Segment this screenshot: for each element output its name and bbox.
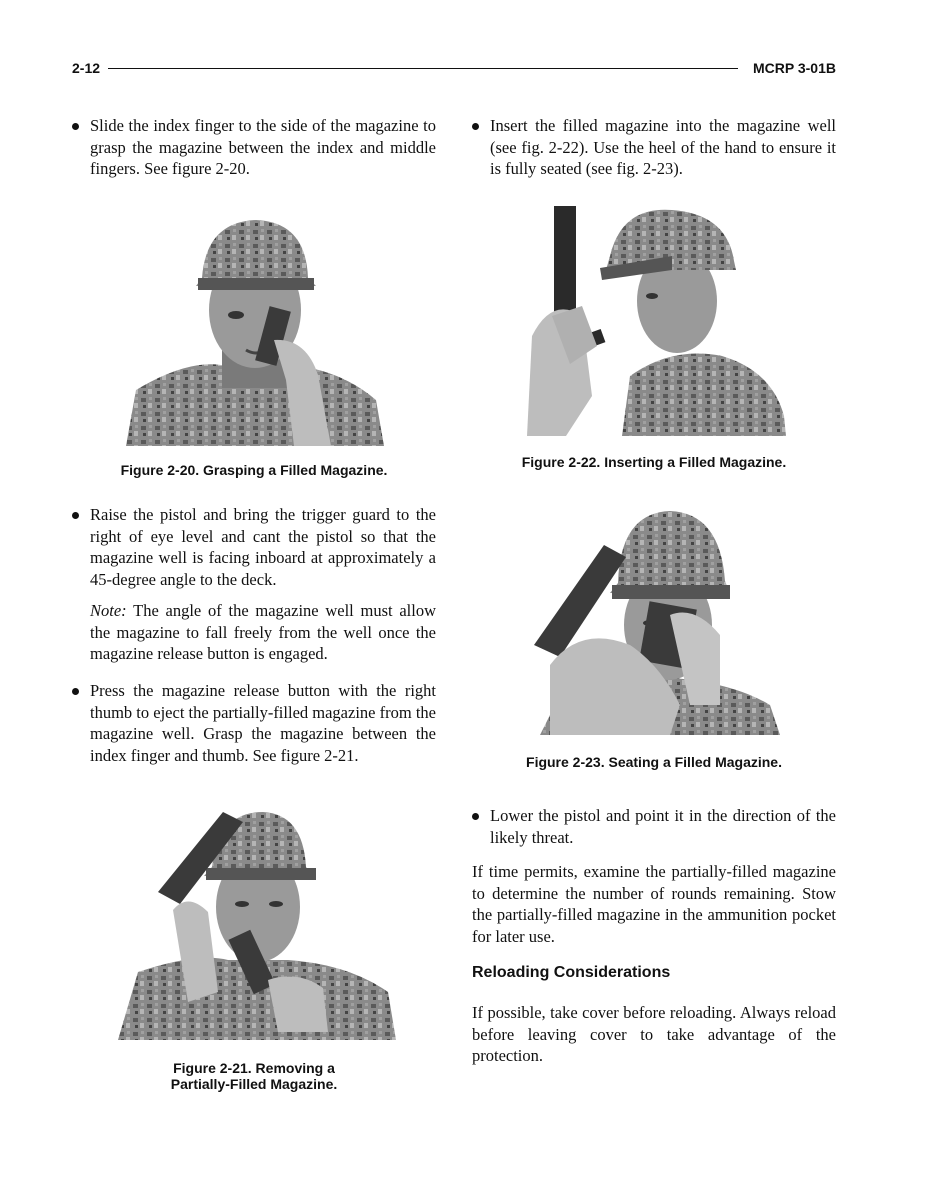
figure-2-20-caption: Figure 2-20. Grasping a Filled Magazine. [120, 462, 388, 478]
figure-2-20-photo [126, 200, 384, 446]
figure-2-23-photo [520, 505, 780, 735]
section-heading: Reloading Considerations [472, 964, 671, 981]
bullet-icon [72, 512, 79, 519]
bullet-raise-pistol [72, 504, 436, 592]
bullet-slide-index-finger [72, 115, 436, 181]
note-label: Note: [90, 601, 127, 620]
figure-2-23-caption: Figure 2-23. Seating a Filled Magazine. [526, 754, 782, 770]
bullet-text: Lower the pistol and point it in the direction of the likely threat. [490, 806, 836, 847]
figure-2-21-photo [118, 792, 396, 1040]
bullet-icon [472, 123, 479, 130]
page-number: 2-12 [72, 60, 101, 76]
note-text: The angle of the magazine well must allow the magazine to fall freely from the well once the magazine release button is engaged. [90, 601, 437, 663]
bullet-text: Raise the pistol and bring the trigger guard to the right of eye level and cant the pistol so that the magazine well is facing inboard at approximately a 45-degree angle to the deck. [90, 505, 436, 589]
bullet-text: Press the magazine release button with the right thumb to eject the partially-filled magazine from the magazine well. Grasp the magazine between the index finger and thumb. See figure 2-21. [90, 681, 436, 765]
page-header [72, 60, 836, 78]
bullet-text: Insert the filled magazine into the magazine well (see fig. 2-22). Use the heel of the hand to ensure it is fully seated (see fig. 2-23). [490, 116, 836, 178]
figure-2-21-caption [72, 1060, 436, 1092]
figure-2-22-photo [522, 196, 786, 436]
paragraph-examine-magazine: If time permits, examine the partially-filled magazine to determine the number of rounds remaining. Stow the partially-filled magazine in the ammunition pocket for later use. [472, 862, 836, 946]
caption-line: Partially-Filled Magazine. [170, 1076, 338, 1092]
paragraph-reloading: If possible, take cover before reloading. Always reload before leaving cover to take advantage of the protection. [472, 1003, 836, 1065]
bullet-press-release [72, 680, 436, 790]
bullet-icon [72, 688, 79, 695]
figure-2-22-caption: Figure 2-22. Inserting a Filled Magazine. [521, 454, 787, 470]
bullet-lower-pistol [472, 805, 836, 849]
bullet-text: Slide the index finger to the side of the magazine to grasp the magazine between the index and middle fingers. See figure 2-20. [90, 116, 436, 178]
caption-line: Figure 2-21. Removing a [173, 1060, 335, 1076]
bullet-icon [472, 813, 479, 820]
header-rule [108, 68, 738, 69]
publication-id: MCRP 3-01B [753, 60, 836, 76]
bullet-insert-magazine [472, 115, 836, 181]
bullet-icon [72, 123, 79, 130]
note-paragraph [90, 600, 436, 665]
